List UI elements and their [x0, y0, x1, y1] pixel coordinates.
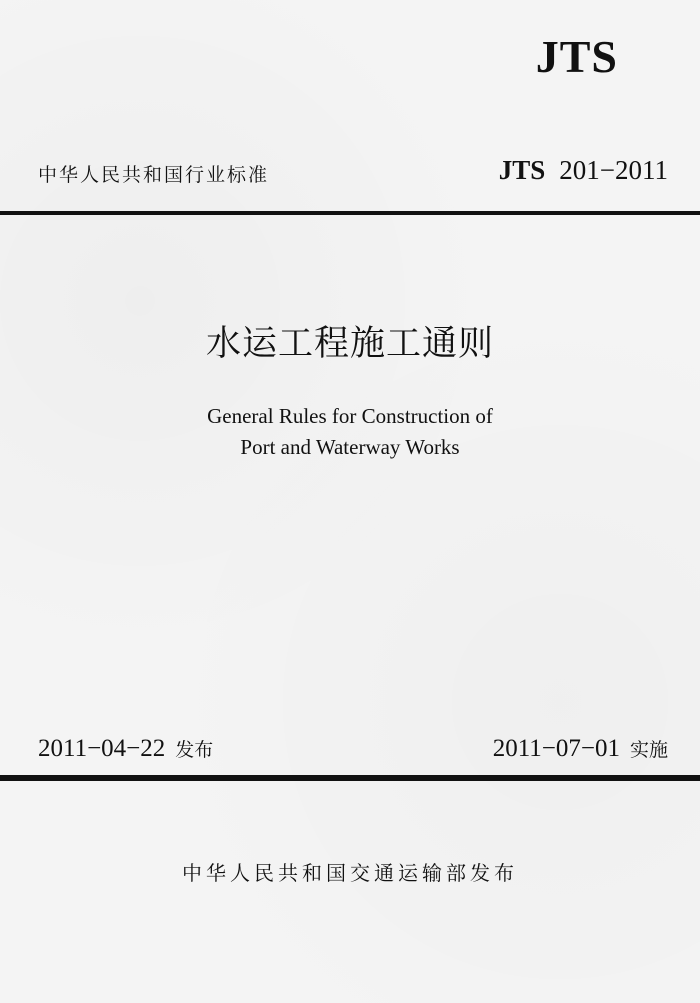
issue-date: 2011−04−22	[38, 735, 166, 762]
publisher: 中华人民共和国交通运输部发布	[182, 861, 518, 885]
standard-code-prefix: JTS	[498, 155, 546, 185]
title-english-line-2: Port and Waterway Works	[240, 435, 460, 459]
bottom-divider	[0, 775, 700, 781]
top-divider	[0, 211, 700, 215]
title-chinese: 水运工程施工通则	[205, 324, 494, 364]
standard-code-number: 201−2011	[559, 155, 668, 185]
effective-label: 实施	[629, 739, 668, 761]
standard-code	[499, 155, 668, 186]
effective-date-block	[493, 735, 668, 763]
jts-logo: JTS	[535, 31, 618, 82]
title-english-line-1: General Rules for Construction of	[207, 404, 493, 428]
standard-category: 中华人民共和国行业标准	[38, 164, 270, 186]
issue-date-block	[38, 735, 213, 763]
title-english	[0, 401, 700, 463]
effective-date: 2011−07−01	[492, 735, 620, 762]
issue-label: 发布	[175, 739, 214, 761]
